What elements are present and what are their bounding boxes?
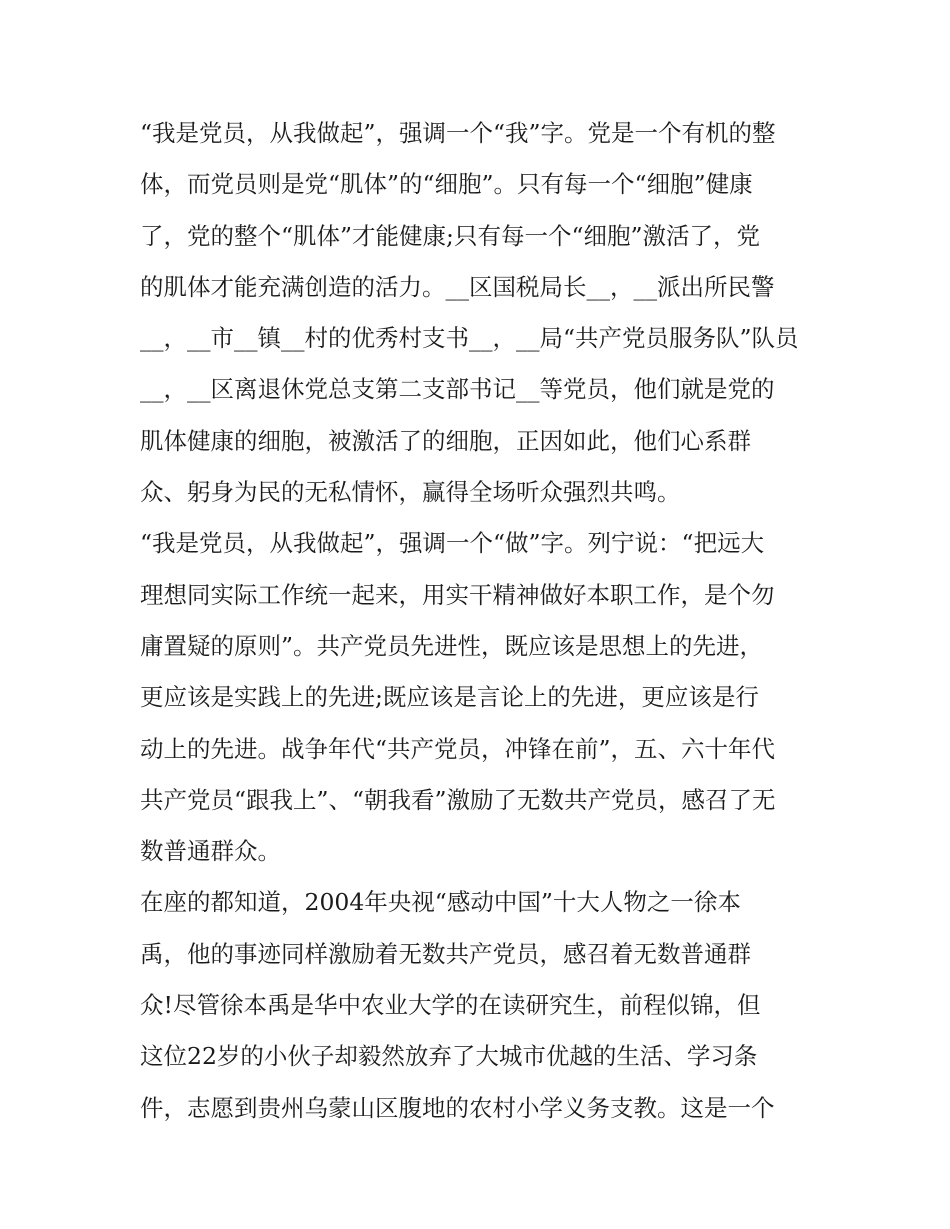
text-line: 众!尽管徐本禹是华中农业大学的在读研究生，前程似锦，但 xyxy=(140,991,761,1020)
text-line: 了，党的整个“肌体”才能健康;只有每一个“细胞”激活了，党 xyxy=(140,221,760,250)
body-text xyxy=(140,108,830,1134)
text-line: 理想同实际工作统一起来，用实干精神做好本职工作，是个勿 xyxy=(140,580,775,609)
text-line: 数普通群众。 xyxy=(140,837,281,866)
text-line: 在座的都知道，2004年央视“感动中国”十大人物之一徐本 xyxy=(140,888,741,917)
text-line: 肌体健康的细胞，被激活了的细胞，正因如此，他们心系群 xyxy=(140,426,751,455)
text-line: 共产党员“跟我上”、“朝我看”激励了无数共产党员，感召了无 xyxy=(140,785,776,814)
text-line: “我是党员，从我做起”，强调一个“做”字。列宁说：“把远大 xyxy=(140,529,765,558)
text-line: 庸置疑的原则”。共产党员先进性，既应该是思想上的先进， xyxy=(140,631,764,660)
text-line: 动上的先进。战争年代“共产党员，冲锋在前”，五、六十年代 xyxy=(140,734,776,763)
text-line: 的肌体才能充满创造的活力。__区国税局长__，__派出所民警 xyxy=(140,272,775,301)
text-line: __，__区离退休党总支第二支部书记__等党员，他们就是党的 xyxy=(140,375,775,404)
text-line: 更应该是实践上的先进;既应该是言论上的先进，更应该是行 xyxy=(140,683,759,712)
text-line: 件，志愿到贵州乌蒙山区腹地的农村小学义务支教。这是一个 xyxy=(140,1093,775,1122)
text-line: 众、躬身为民的无私情怀，赢得全场听众强烈共鸣。 xyxy=(140,478,681,507)
text-line: __，__市__镇__村的优秀村支书__，__局“共产党员服务队”队员 xyxy=(140,324,799,353)
text-line: 体，而党员则是党“肌体”的“细胞”。只有每一个“细胞”健康 xyxy=(140,170,753,199)
text-line: 这位22岁的小伙子却毅然放弃了大城市优越的生活、学习条 xyxy=(140,1042,758,1071)
text-line: “我是党员，从我做起”，强调一个“我”字。党是一个有机的整 xyxy=(140,119,776,147)
text-line: 禹，他的事迹同样激励着无数共产党员，感召着无数普通群 xyxy=(140,939,751,968)
